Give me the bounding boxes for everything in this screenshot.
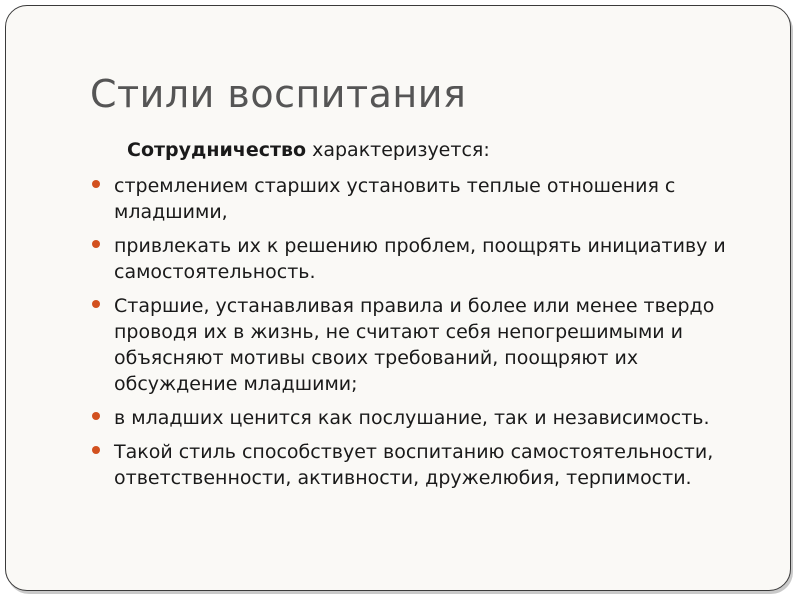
bullet-dot-icon xyxy=(92,180,100,188)
slide-title: Стили воспитания xyxy=(90,72,467,116)
bullet-item xyxy=(90,405,750,431)
bullet-dot-icon xyxy=(92,412,100,420)
bullet-item xyxy=(90,439,750,491)
bullet-dot-icon xyxy=(92,300,100,308)
intro-rest: характеризуется: xyxy=(306,139,490,161)
slide xyxy=(5,5,791,591)
bullet-item xyxy=(90,173,750,225)
bullet-text: стремлением старших установить теплые отношения с младшими, xyxy=(114,175,676,223)
bullet-list xyxy=(90,173,750,499)
bullet-text: Старшие, устанавливая правила и более или менее твердо проводя их в жизнь, не считают себя непогрешимыми и объясняют мотивы своих требований, поощряют их обсуждение младшими; xyxy=(114,295,715,395)
bullet-text: в младших ценится как послушание, так и независимость. xyxy=(114,407,710,429)
bullet-dot-icon xyxy=(92,446,100,454)
bullet-item xyxy=(90,293,750,397)
bullet-item xyxy=(90,233,750,285)
bullet-dot-icon xyxy=(92,240,100,248)
intro-term: Сотрудничество xyxy=(127,139,307,161)
intro-line xyxy=(127,139,490,161)
bullet-text: Такой стиль способствует воспитанию самостоятельности, ответственности, активности, дружелюбия, терпимости. xyxy=(114,441,714,489)
bullet-text: привлекать их к решению проблем, поощрять инициативу и самостоятельность. xyxy=(114,235,726,283)
